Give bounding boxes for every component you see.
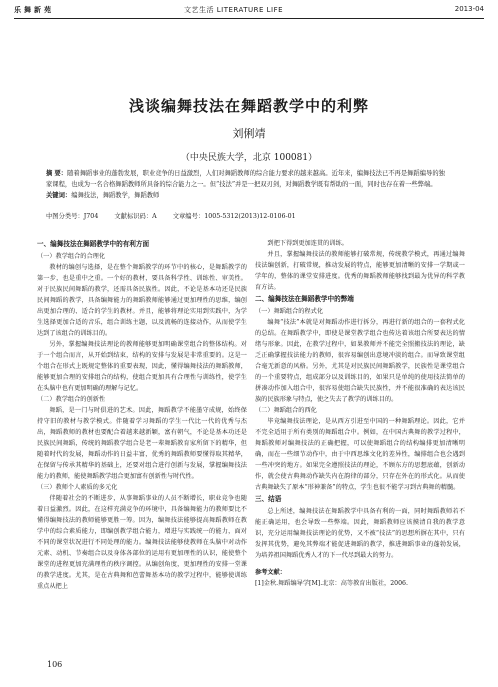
section-heading: 三、结语 bbox=[255, 495, 282, 503]
abstract-label: 摘 要： bbox=[46, 170, 68, 177]
author-name: 刘俐靖 bbox=[232, 127, 266, 140]
clc-number: 中图分类号：J704 bbox=[46, 213, 99, 220]
issue-date: 2013-04 bbox=[454, 5, 484, 13]
paragraph: 舞蹈，是一门与时俱进的艺术。因此，舞蹈教学不能墨守成规，始终保持守旧的教材与教学模式。伴随着学习舞蹈的学生一代比一代的优秀与杰出，舞蹈教师的教材也要配合着越来越新颖，富有朝气，不论是基本功还是民族民间舞蹈，传统的舞蹈教学组合是老一辈舞蹈教育家所留下的精华，但随着时代的发展，舞蹈动作的日益丰富，优秀的舞蹈教师要懂得取其精华，在保留与传承其精华的基础上，还要对组合进行创新与发展，掌握编舞技法能力的教师，能使舞蹈教学组合更加富有创新性与时代性。 bbox=[37, 407, 247, 480]
journal-section: 文艺生活 LITERATURE LIFE bbox=[184, 6, 284, 14]
paragraph: 毕竟编舞技法理论，是从西方引进至中国的一种舞蹈理论。因此，它并不完全适用于所有类别的舞蹈组合中。例如，在中国古典舞的教学过程中，舞蹈教师对编舞技法的正确把握，可以使舞蹈组合的结构编排更加清晰明确，而在一些细节动作中，由于中西思维文化的差异性，编排组合也会遇到一些冲突的地方。如果完全遵照技法的理论，不顾东方的思想底蕴，创新动作，就会使古典舞动作缺失内在韵律的部分，只存在外在的形式化。从而使古典舞缺失了原本“形神兼备”的特点，学生也很不能学习到古典舞的精髓。 bbox=[255, 418, 465, 491]
right-column bbox=[255, 238, 465, 589]
document-code: 文献标识码：A bbox=[114, 213, 157, 220]
page-header bbox=[14, 5, 484, 19]
abstract-text: 随着舞蹈事业的蓬勃发展，职业竞争的日益激烈，人们对舞蹈教师的综合能力要求的越来越高。近年来，编舞技法已不再是舞蹈编导的独家课程，也成为一名合格舞蹈教师所具备的综合能力之一。但“技法”并是一把双刃剑，对舞蹈教学既有帮助的一面，同时也存在着一些弊端。 bbox=[46, 170, 445, 188]
reference-item: [1]金秋.舞蹈编导学[M].北京：高等教育出版社，2006. bbox=[255, 580, 408, 587]
left-column bbox=[37, 238, 247, 592]
journal-name: 乐舞新苑 bbox=[14, 6, 54, 14]
references-heading: 参考文献： bbox=[255, 569, 286, 576]
author-affiliation: （中央民族大学，北京 100081） bbox=[180, 153, 318, 163]
subsection-heading: （二）教学组合的创新性 bbox=[37, 396, 106, 403]
page-number: 106 bbox=[47, 660, 63, 669]
header-rule bbox=[14, 18, 484, 19]
paragraph: 并且，掌握编舞技法的教师能够打破常规，传统教学模式，再通过编舞技法编创新，打破常规，推动发展的特点，能够更加清晰的安排一学期或一学年的，整体的课堂安排进度。优秀的舞蹈教师能够找到最为优异的科学教育方法。 bbox=[255, 251, 465, 291]
paragraph: 教材的编创与选择，是在整个舞蹈教学的环节中的核心，是舞蹈教学的第一步，也是重中之重。一个好的教材，要具备科学性、训练性、审美性。对于民族民间舞蹈的教学，还需具备民族性。因此，不论是基本功还是民族民间舞蹈的教学，具备编舞能力的舞蹈教师能够通过更加理性的思维，编创出更加合理的、适合的学生的教材。并且，能够将理论实用到实践中，为学生选择更加合适的音乐，组合训练主题，以及流畅的连接动作，从而使学生达到了该组合的训练目的。 bbox=[37, 264, 247, 337]
paragraph: 伴随着社会的不断进步，从事舞蹈事业的人员不断增长，职业竞争也随着日益激烈。因此，在这样充满竞争的环境中，具备编舞能力的教师要比不懂得编舞技法的教师能够更胜一筹。因为，编舞技法能够提高舞蹈教师在教学中的综合素质能力，即编创教学组合能力，增进与实践统一的能力，面对不同的课堂状况进行不同处理的能力。编舞技法能够使教师在头脑中对动作元素、动机、节奏组合以及身体各部位的运用有更加理性的认识，能使整个课堂的进程更加充满理性的秩序调控。从编创角度，更加理性的安排一堂课的教学进度。尤其，是在古典舞和芭蕾舞基本功的教学过程中，能够使训练重点从把上 bbox=[37, 495, 247, 590]
article-title: 浅谈编舞技法在舞蹈教学中的利弊 bbox=[128, 97, 369, 115]
section-heading: 二、编舞技法在舞蹈教学中的弊端 bbox=[255, 295, 354, 303]
abstract bbox=[46, 168, 450, 201]
article-meta bbox=[46, 211, 450, 222]
paragraph: 到把下得到更加连贯的训练。 bbox=[267, 240, 348, 247]
paragraph: 编舞“技法”本就是对舞蹈动作进行拆分，再进行新的组合的一套程式化的总结。在舞蹈教学中，即使是课堂教学组合也传达着该组合所要表达的情绪与形象。因此，在教学过程中，如果教师并不能完全照搬技法的理论，缺乏正确掌握技法能力的教师，很容易编创出意境冲淡的组合。而导致课堂组合毫无新意的风格。另外，尤其是对民族民间舞蹈教学，民族性是课堂组合的一个重要特点，组成部分以及训练目的，如果只是单纯的使用技法简单的拼凑动作加入组合中，很容易使组合缺失民族性，并不能很准确的表达该民族的民族形象与特点，使之失去了教学的训练目的。 bbox=[255, 319, 465, 403]
subsection-heading: （一）舞蹈组合的程式化 bbox=[255, 308, 324, 315]
subsection-heading: （一）教学组合的合理化 bbox=[37, 253, 106, 260]
subsection-heading: （三）教师个人素质的多元化 bbox=[37, 484, 118, 491]
keywords-label: 关键词： bbox=[46, 192, 72, 199]
section-heading: 一、编舞技法在舞蹈教学中的有利方面 bbox=[37, 240, 150, 248]
paragraph: 总上所述，编舞技法在舞蹈教学中具备有利的一面，同时舞蹈教师若不能正确运用，也会导致一些弊端。因此，舞蹈教师应该摸清自我的教学意识，充分运用编舞技法理论的优势，又不被“技法”的思想所摒在其中，只有发挥其优势，避免其弊端才能促进舞蹈的教学，推进舞蹈事业的蓬勃发展，为培养祖国舞蹈优秀人才的下一代尽到最大的努力。 bbox=[255, 508, 465, 559]
keywords-text: 编舞技法，舞蹈教学，舞蹈教师 bbox=[71, 192, 160, 199]
paragraph: 另外，掌握编舞技法理论的教师能够更加明确课堂组合的整体结构。对于一个组合而言，从开始到结束，结构的安排与发展是非常重要的。这是一个组合在形式上既规定整体的重要表现，因此，懂得编舞技法的舞蹈教师，能够更加合理的安排组合的结构，使组合更加具有合理性与训练性，使学生在头脑中也有更加明确的理解与记忆。 bbox=[37, 341, 247, 392]
subsection-heading: （二）舞蹈组合的西化 bbox=[255, 407, 317, 414]
article-id: 文章编号：1005-5312(2013)12-0106-01 bbox=[172, 213, 296, 220]
